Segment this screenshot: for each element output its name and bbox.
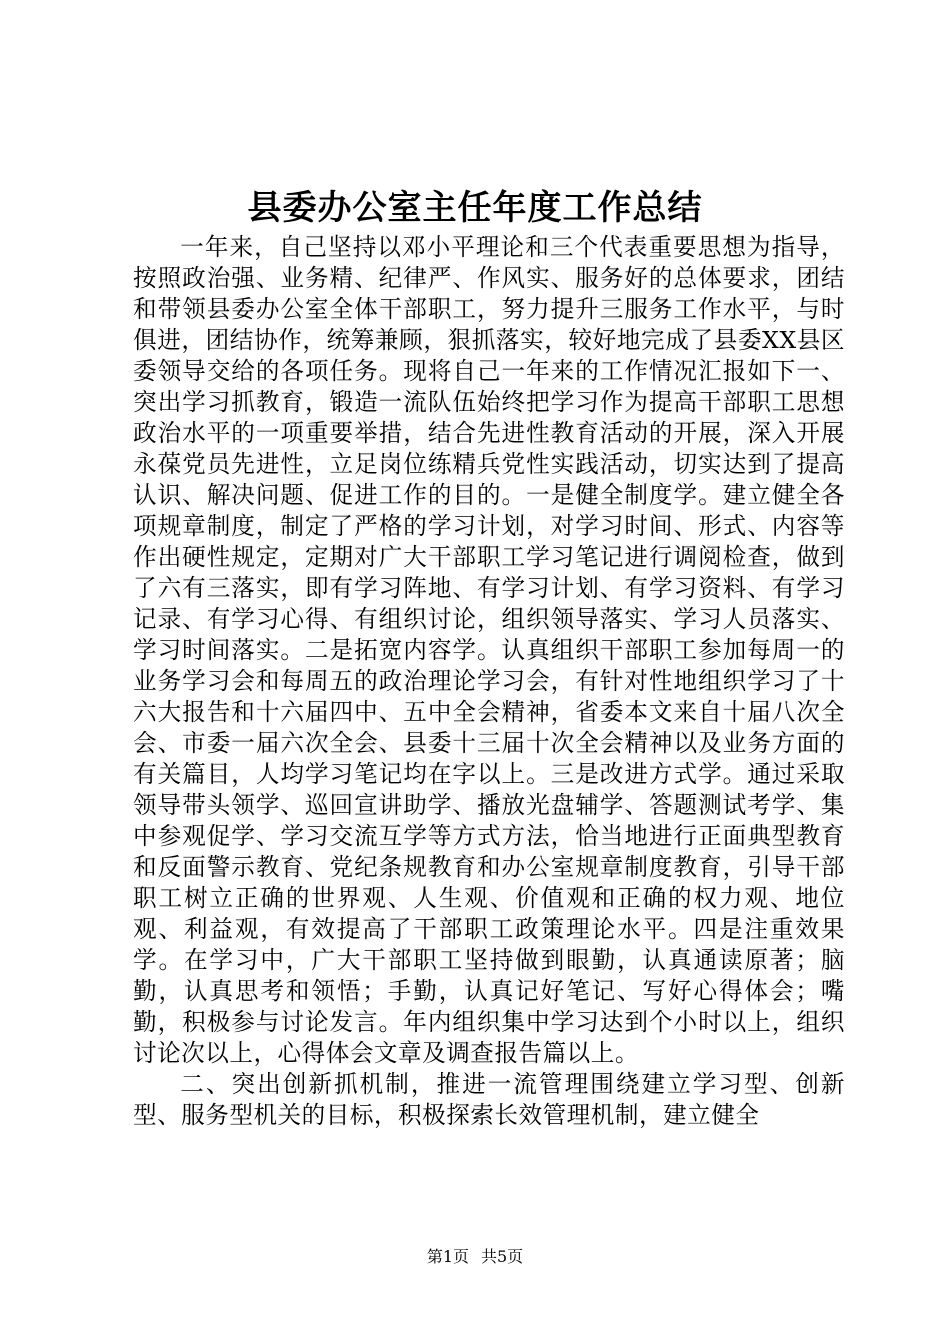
document-title: 县委办公室主任年度工作总结 xyxy=(247,188,703,228)
body-paragraph: 一年来，自己坚持以邓小平理论和三个代表重要思想为指导，按照政治强、业务精、纪律严、作风实、服务好的总体要求，团结和带领县委办公室全体干部职工，努力提升三服务工作水平，与时俱进，团结协作，统筹兼顾，狠抓落实，较好地完成了县委XX县区委领导交给的各项任务。现将自己一年来的工作情况汇报如下一、突出学习抓教育，锻造一流队伍始终把学习作为提高干部职工思想政治水平的一项重要举措，结合先进性教育活动的开展，深入开展永葆党员先进性，立足岗位练精兵党性实践活动，切实达到了提高认识、解决问题、促进工作的目的。一是健全制度学。建立健全各项规章制度，制定了严格的学习计划，对学习时间、形式、内容等作出硬性规定，定期对广大干部职工学习笔记进行调阅检查，做到了六有三落实，即有学习阵地、有学习计划、有学习资料、有学习记录、有学习心得、有组织讨论，组织领导落实、学习人员落实、学习时间落实。二是拓宽内容学。认真组织干部职工参加每周一的业务学习会和每周五的政治理论学习会，有针对性地组织学习了十六大报告和十六届四中、五中全会精神，省委本文来自十届八次全会、市委一届六次全会、县委十三届十次全会精神以及业务方面的有关篇目，人均学习笔记均在字以上。三是改进方式学。通过采取领导带头领学、巡回宣讲助学、播放光盘辅学、答题测试考学、集中参观促学、学习交流互学等方式方法，恰当地进行正面典型教育和反面警示教育、党纪条规教育和办公室规章制度教育，引导干部职工树立正确的世界观、人生观、价值观和正确的权力观、地位观、利益观，有效提高了干部职工政策理论水平。四是注重效果学。在学习中，广大干部职工坚持做到眼勤，认真通读原著；脑勤，认真思考和领悟；手勤，认真记好笔记、写好心得体会；嘴勤，积极参与讨论发言。年内组织集中学习达到个小时以上，组织讨论次以上，心得体会文章及调查报告篇以上。 xyxy=(133,233,845,1067)
document-body xyxy=(133,232,845,1131)
page-number: 第1页 xyxy=(426,1247,469,1266)
body-paragraph: 二、突出创新抓机制，推进一流管理围绕建立学习型、创新型、服务型机关的目标，积极探索长效管理机制，建立健全 xyxy=(133,1070,845,1129)
page-total: 共5页 xyxy=(481,1247,524,1266)
page-footer xyxy=(0,1245,950,1269)
